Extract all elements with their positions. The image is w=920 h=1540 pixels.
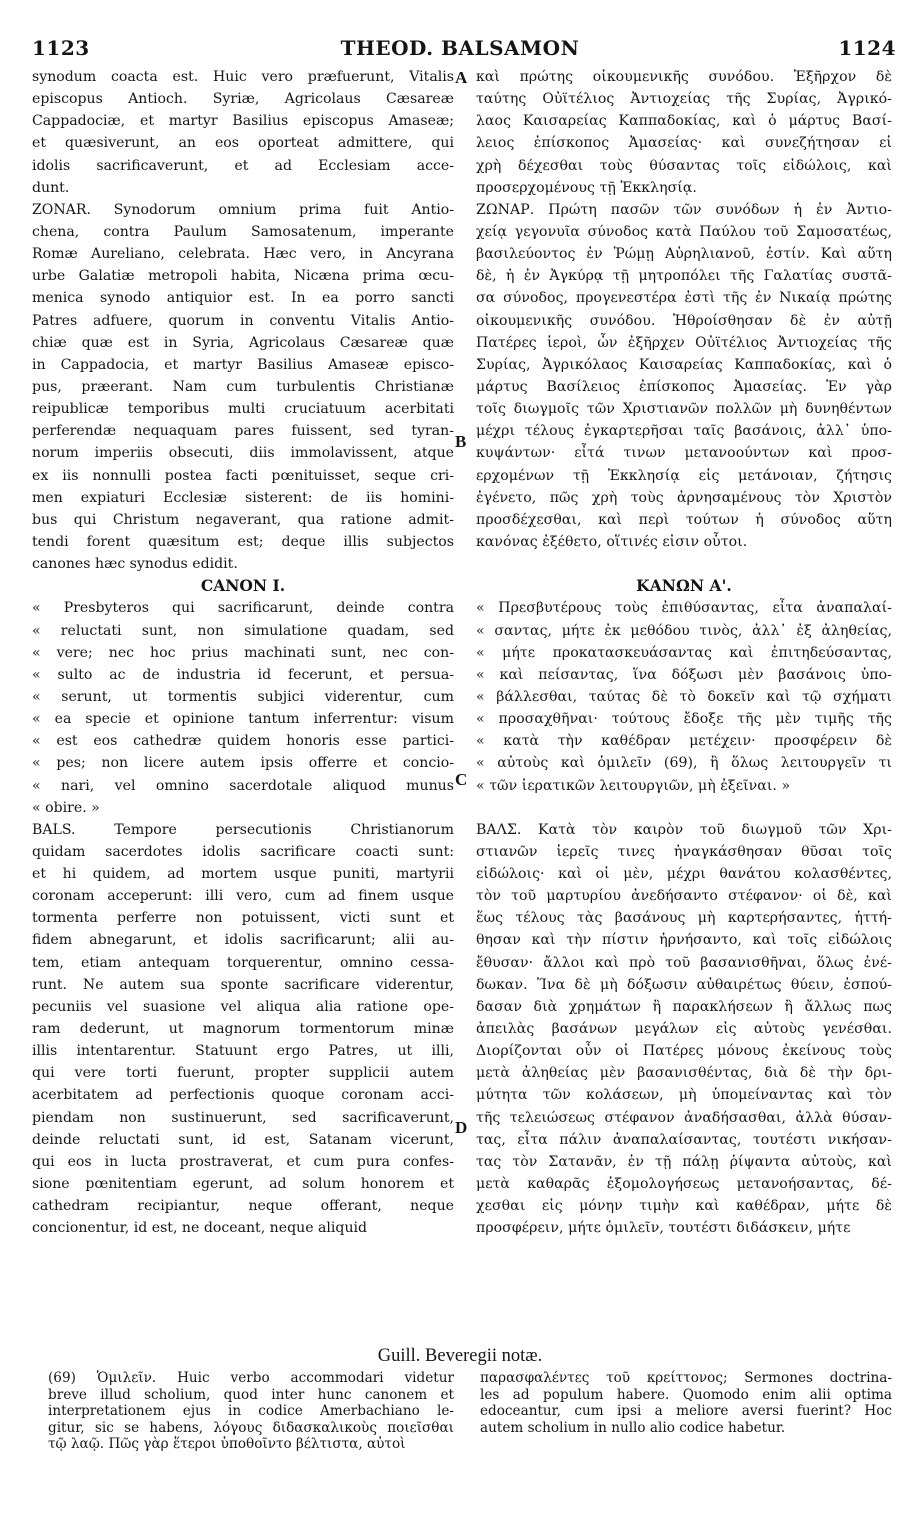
text-line: χρὴ δέχεσθαι τοὺς θύσαντας τοῖς εἰδώλοις, καὶ xyxy=(476,157,892,174)
text-line: τας, εἶτα πάλιν ἀναπαλαίσαντας, τουτέστι νικήσαν- xyxy=(476,1131,892,1148)
text-line: « Πρεσβυτέρους τοὺς ἐπιθύσαντας, εἶτα ἀναπαλαί- xyxy=(476,600,892,617)
latin-column xyxy=(32,66,454,1239)
text-line: concionentur, id est, ne doceant, neque aliquid xyxy=(32,1220,368,1237)
text-line: τοῖς διωγμοῖς τῶν Χριστιανῶν πολλῶν μὴ δυνηθέντων xyxy=(476,401,892,418)
text-line: piendam non sustinuerunt, sed sacrificaverunt, xyxy=(32,1109,454,1126)
text-line: breve illud scholium, quod inter hunc canonem et xyxy=(48,1386,454,1403)
text-line: pus, præerant. Nam cum turbulentis Christianæ xyxy=(32,378,454,395)
margin-letter-b: B xyxy=(455,432,467,451)
text-line: χεσθαι εἰς μόνην τιμὴν καὶ καθέδραν, μήτε δὲ xyxy=(476,1198,892,1215)
text-line: κανόνας ἐξέθετο, οἵτινές εἰσιν οὗτοι. xyxy=(476,533,748,550)
text-line: κυψάντων· εἶτά τινων μετανοούντων καὶ προσ- xyxy=(476,445,892,462)
text-line: synodum coacta est. Huic vero præfuerunt, Vitalis xyxy=(32,69,454,85)
text-line: « κατὰ τὴν καθέδραν μετέχειν· προσφέρειν δὲ xyxy=(476,733,892,750)
text-line: ΒΑΛΣ. Κατὰ τὸν καιρὸν τοῦ διωγμοῦ τῶν Χρι- xyxy=(476,821,892,838)
text-line: μάρτυς Βασίλειος ἐπίσκοπος Ἀμασείας. Ἐν γὰρ xyxy=(476,378,892,395)
text-line: τῷ λαῷ. Πῶς γὰρ ἕτεροι ὑποθοῖντο βέλτιστα, αὐτοὶ xyxy=(48,1436,406,1452)
text-line: ερχομένων τῇ Ἐκκλησίᾳ εἰς μετάνοιαν, ζήτησις xyxy=(476,467,892,484)
text-line: chiæ quæ est in Syria, Agricolaus Cæsareæ quæ xyxy=(32,334,454,351)
text-line: (69) Ὁμιλεῖν. Huic verbo accommodari videtur xyxy=(48,1370,454,1386)
text-line: ἕως τέλους τὰς βασάνους μὴ καρτερήσαντες, ἡττή- xyxy=(476,910,892,927)
text-line: δὲ, ἡ ἐν Ἀγκύρᾳ τῇ μητροπόλει τῆς Γαλατίας συστᾶ- xyxy=(476,268,892,285)
text-line: « est eos cathedræ quidem honoris esse partici- xyxy=(32,733,454,750)
text-line: τὸν τοῦ μαρτυρίου ἀνεδήσαντο στέφανον· οἱ δὲ, καὶ xyxy=(476,888,892,905)
text-line: μετὰ ἀληθείας μὲν βασανισθέντας, διὰ δὲ τὴν δρι- xyxy=(476,1065,892,1082)
text-line: μέχρι τέλους ἐγκαρτερῆσαι ταῖς βασάνοις, ἀλλ᾽ ὑπο- xyxy=(476,423,892,440)
notes-title: Guill. Beveregii notæ. xyxy=(377,1346,543,1366)
text-line: chena, contra Paulum Samosatenum, imperante xyxy=(32,223,454,240)
page-number-left: 1123 xyxy=(32,36,90,60)
text-line: εἰδώλοις· καὶ οἱ μὲν, μέχρι θανάτου κολασθέντες, xyxy=(476,866,892,883)
text-line: θησαν καὶ τὴν πίστιν ἠρνήσαντο, καὶ τοῖς εἰδώλοις xyxy=(476,932,892,949)
text-line: στιανῶν ἱερεῖς τινες ἠναγκάσθησαν θῦσαι τοῖς xyxy=(476,843,892,860)
text-line: « serunt, ut tormentis subjici viderentur, cum xyxy=(32,688,454,705)
text-line: dunt. xyxy=(32,179,70,196)
text-line: norum imperiis obsecuti, diis immolavissent, atque xyxy=(32,445,454,462)
text-line: qui eos in lucta prostraverat, et cum pura confes- xyxy=(32,1153,454,1170)
text-line: δωκαν. Ἵνα δὲ μὴ δόξωσιν αὐθαιρέτως θύειν, ἐσπού- xyxy=(476,976,892,993)
text-line: τας τὸν Σατανᾶν, ἐν τῇ πάλῃ ῥίψαντα αὐτοὺς, καὶ xyxy=(476,1153,892,1170)
text-line: βασιλεύοντος ἐν Ῥώμῃ Αὐρηλιανοῦ, ἐστίν. Καὶ αὕτη xyxy=(476,246,892,263)
text-line: « σαντας, μήτε ἐκ μεθόδου τινὸς, ἀλλ᾽ ἐξ ἀληθείας, xyxy=(476,622,892,639)
text-line: « τῶν ἱερατικῶν λειτουργιῶν, μὴ ἐξεῖναι. » xyxy=(476,777,791,794)
text-line: menica synodo antiquior est. In ea porro sancti xyxy=(32,290,454,307)
text-line: CANON I. xyxy=(200,576,286,596)
text-line: λειος ἐπίσκοπος Ἀμασείας· καὶ συνεζήτησαν εἰ xyxy=(476,135,892,152)
text-line: ἔθυσαν· ἄλλοι καὶ πρὸ τοῦ βασανισθῆναι, ὅλως ἐνέ- xyxy=(476,954,892,971)
text-line: coronam acceperunt: illi vero, cum ad finem usque xyxy=(32,888,454,905)
text-line: runt. Ne autem sua sponte sacrificare viderentur, xyxy=(32,976,454,993)
page-number-right: 1124 xyxy=(838,36,896,60)
text-line: Πατέρες ἱεροὶ, ὧν ἐξῆρχεν Οὐϊτέλιος Ἀντιοχείας τῆς xyxy=(476,334,892,351)
notes-right-column xyxy=(480,1370,892,1436)
text-line: δασαν διὰ χρημάτων ἢ παρακλήσεων ἢ ἄλλως πως xyxy=(476,998,892,1015)
text-line: acerbitatem ad perfectionis quoque coronam acci- xyxy=(32,1087,454,1104)
text-line: illis intentarentur. Statuunt ergo Patres, ut illi, xyxy=(32,1043,454,1060)
text-line: pecuniis vel suasione vel aliqua alia ratione ope- xyxy=(32,998,454,1015)
text-line: les ad populum habere. Quomodo enim alii optima xyxy=(480,1386,892,1403)
text-line: προσφέρειν, μήτε ὁμιλεῖν, τουτέστι διδάσκειν, μήτε xyxy=(476,1220,851,1237)
text-line: urbe Galatiæ metropoli habita, Nicæna prima œcu- xyxy=(32,268,454,285)
text-line: sione pœnitentiam egerunt, ad solum honorem et xyxy=(32,1176,454,1193)
text-line: edoceantur, cum ipsi a meliore aversi fuerint? Hoc xyxy=(480,1403,892,1419)
text-line: « ea specie et opinione tantum inferrentur: visum xyxy=(32,711,454,728)
text-line: « reluctati sunt, non simulatione quadam, sed xyxy=(32,622,454,639)
text-line: bus qui Christum negaverant, qua ratione admit- xyxy=(32,511,454,528)
text-line: « obire. » xyxy=(32,799,100,816)
text-line: ΖΩΝΑΡ. Πρώτη πασῶν τῶν συνόδων ἡ ἐν Ἀντιο- xyxy=(476,201,892,218)
text-line: σα σύνοδος, προγενεστέρα ἐστὶ τῆς ἐν Νικαίᾳ πρώτης xyxy=(476,290,892,307)
text-line: cathedram recipiantur, neque offerant, neque xyxy=(32,1198,454,1215)
text-line: tem, etiam antequam torquerentur, omnino cessa- xyxy=(32,954,454,971)
text-line xyxy=(476,797,892,819)
text-line: et hi quidem, ad mortem usque puniti, martyrii xyxy=(32,866,454,883)
notes-left-column xyxy=(48,1370,454,1453)
text-line: et quæsiverunt, an eos oporteat admittere, qui xyxy=(32,135,454,152)
text-line: in Cappadocia, et martyr Basilius Amaseæ episco- xyxy=(32,356,454,373)
greek-column xyxy=(476,66,892,1239)
text-line: ΚΑΝΩΝ Α'. xyxy=(636,576,732,596)
text-line: reipublicæ temporibus multi cruciatuum acerbitati xyxy=(32,401,454,418)
text-line: Patres adfuere, quorum in conventu Vitalis Antio- xyxy=(32,312,454,329)
text-line: χείᾳ γεγονυῖα σύνοδος κατὰ Παύλου τοῦ Σαμοσατέως, xyxy=(476,223,892,240)
text-line: perferendæ nequaquam pares fuissent, sed tyran- xyxy=(32,423,454,440)
text-line: men expiaturi Ecclesiæ sisterent: de iis homini- xyxy=(32,489,454,506)
text-line: canones hæc synodus edidit. xyxy=(32,556,238,573)
text-line: « vere; nec hoc prius machinati sunt, nec con- xyxy=(32,644,454,661)
text-line: παρασφαλέντες τοῦ κρείττονος; Sermones doctrina- xyxy=(480,1370,892,1386)
text-line: Διορίζονται οὖν οἱ Πατέρες μόνους ἐκείνους τοὺς xyxy=(476,1043,892,1060)
text-line: τῆς τελειώσεως στέφανον ἀναδήσασθαι, ἀλλὰ θύσαν- xyxy=(476,1109,892,1126)
text-line: « Presbyteros qui sacrificarunt, deinde contra xyxy=(32,600,454,617)
text-line: qui vere torti fuerunt, propter supplicii autem xyxy=(32,1065,454,1082)
running-title: THEOD. BALSAMON xyxy=(340,36,580,60)
text-line: ex iis nonnulli postea facti pœnituisset, seque cri- xyxy=(32,467,454,484)
text-line: deinde reluctati sunt, id est, Satanam vicerunt, xyxy=(32,1131,454,1148)
text-line: quidam sacerdotes idolis sacrificare coacti sunt: xyxy=(32,843,454,860)
text-line: interpretationem ejus in codice Amerbachiano le- xyxy=(48,1403,454,1419)
text-line: μετὰ καθαρᾶς ἐξομολογήσεως μετανοήσαντας, δέ- xyxy=(476,1176,892,1193)
text-line: ἀπειλὰς βασάνων μεγάλων εἰς αὐτοὺς γενέσθαι. xyxy=(476,1021,892,1038)
text-line: gitur, sic se habens, λόγους διδασκαλικοὺς ποιεῖσθαι xyxy=(48,1419,454,1436)
text-line: ram dederunt, ut magnorum tormentorum minæ xyxy=(32,1021,454,1038)
margin-letter-a: A xyxy=(455,68,468,87)
text-line: « μήτε προκατασκευάσαντας καὶ ἐπιτηδεύσαντας, xyxy=(476,644,892,661)
text-line: οἰκουμενικῆς συνόδου. Ἠθροίσθησαν δὲ ἐν αὐτῇ xyxy=(476,312,892,329)
text-line: Συρίας, Ἀγρικόλαος Καισαρείας Καππαδοκίας, καὶ ὁ xyxy=(476,356,892,373)
text-line: episcopus Antioch. Syriæ, Agricolaus Cæsareæ xyxy=(32,91,454,108)
text-line: μύτητα τῶν κολάσεων, μὴ ὑπομείναντας καὶ τὸν xyxy=(476,1087,892,1104)
running-header xyxy=(0,36,920,66)
margin-letter-d: D xyxy=(455,1118,468,1137)
text-line: « αὐτοὺς καὶ ὁμιλεῖν (69), ἢ ὅλως λειτουργεῖν τι xyxy=(476,755,892,772)
text-line: « nari, vel omnino sacerdotale aliquod munus xyxy=(32,777,454,794)
text-line: ZONAR. Synodorum omnium prima fuit Antio- xyxy=(32,201,454,218)
text-line: « καὶ πείσαντας, ἵνα δόξωσι μὲν βασάνοις ὑπο- xyxy=(476,666,892,683)
text-line xyxy=(476,553,892,575)
text-line: λαος Καισαρείας Καππαδοκίας, καὶ ὁ μάρτυς Βασί- xyxy=(476,113,892,130)
text-line: « προσαχθῆναι· τούτους ἔδοξε τῆς μὲν τιμῆς τῆς xyxy=(476,711,892,728)
text-line: « sulto ac de industria id fecerunt, et persua- xyxy=(32,666,454,683)
text-line: ἐγένετο, πῶς χρὴ τοὺς ἀρνησαμένους τὸν Χριστὸν xyxy=(476,489,892,506)
text-line: fidem abnegarunt, et idolis sacrificarunt; alii au- xyxy=(32,932,454,949)
text-line: προσερχομένους τῇ Ἐκκλησίᾳ. xyxy=(476,179,697,196)
text-line: « pes; non licere autem ipsis offerre et concio- xyxy=(32,755,454,772)
margin-letter-c: C xyxy=(455,770,468,789)
text-line: BALS. Tempore persecutionis Christianorum xyxy=(32,821,454,838)
text-line: ταύτης Οὐϊτέλιος Ἀντιοχείας τῆς Συρίας, Ἀγρικό- xyxy=(476,91,892,108)
text-line: idolis sacrificaverunt, et ad Ecclesiam acce- xyxy=(32,157,454,174)
text-line: autem scholium in nullo alio codice habetur. xyxy=(480,1419,786,1436)
text-line: καὶ πρώτης οἰκουμενικῆς συνόδου. Ἐξῆρχον δὲ xyxy=(476,69,892,85)
text-line: προσδέχεσθαι, καὶ περὶ τούτων ἡ σύνοδος αὕτη xyxy=(476,511,892,528)
text-line: Cappadociæ, et martyr Basilius episcopus Amaseæ; xyxy=(32,113,454,130)
text-line: Romæ Aureliano, celebrata. Hæc vero, in Ancyrana xyxy=(32,246,454,263)
text-line: « βάλλεσθαι, ταύτας δὲ τὸ δοκεῖν καὶ τῷ σχήματι xyxy=(476,688,892,705)
text-line: tendi forent quæsitum est; deque illis subjectos xyxy=(32,533,454,550)
text-line: tormenta perferre non potuissent, victi sunt et xyxy=(32,910,454,927)
